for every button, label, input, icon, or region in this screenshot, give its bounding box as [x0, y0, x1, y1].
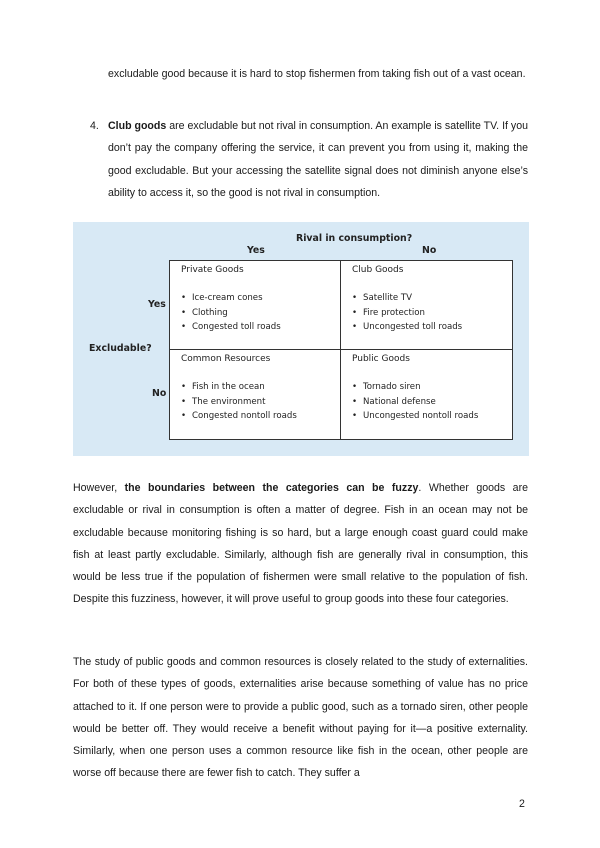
cell-title: Common Resources	[181, 354, 271, 364]
page-number: 2	[519, 798, 525, 810]
paragraph-continued: excludable good because it is hard to stop fishermen from taking fish out of a vast ocean.	[108, 68, 526, 80]
row-yes-label: Yes	[148, 299, 166, 310]
list-item: • Fish in the ocean	[181, 382, 265, 392]
row-no-label: No	[152, 388, 167, 399]
list-item: • National defense	[352, 396, 436, 407]
list-item: • Ice-cream cones	[181, 293, 263, 303]
excludable-heading: Excludable?	[89, 343, 152, 354]
col-no-label: No	[422, 245, 437, 256]
emphasis: the boundaries between the categories can be fuzzy	[124, 482, 419, 494]
club-goods-cell	[341, 261, 512, 350]
cell-title: Public Goods	[352, 354, 410, 364]
list-item: • Fire protection	[352, 307, 425, 318]
rival-heading: Rival in consumption?	[296, 233, 413, 244]
club-goods-paragraph	[108, 115, 528, 204]
col-yes-label: Yes	[247, 245, 265, 256]
list-item: • Satellite TV	[352, 293, 413, 303]
list-item: • Congested nontoll roads	[181, 411, 297, 421]
goods-classification-figure	[73, 222, 529, 456]
club-goods-text: are excludable but not rival in consumption. An example is satellite TV. If you don’t pay the company offering the service, it can prevent you from using it, making the good excludable. But your accessing the satellite signal does not diminish anyone else’s ability to access it, so the good is not rival in consumption.	[108, 120, 528, 199]
cell-title: Club Goods	[352, 265, 404, 275]
list-item: • Congested toll roads	[181, 322, 281, 332]
list-item: • Tornado siren	[352, 382, 421, 392]
list-item: • Uncongested nontoll roads	[352, 411, 479, 421]
externalities-paragraph: The study of public goods and common resources is closely related to the study of externalities. For both of these types of goods, externalities arise because something of value has no price attached to it. If one person were to provide a public good, such as a tornado siren, other people would be better off. They would receive a benefit without paying for it—a positive externality. Similarly, when one person uses a common resource like fish in the ocean, other people are worse off because there are fewer fish to catch. They suffer a	[73, 656, 528, 780]
fuzzy-boundaries-paragraph: However, the boundaries between the categories can be fuzzy. Whether goods are excludable or rival in consumption is often a matter of degree. Fish in an ocean may not be excludable because monitoring fishing is so hard, but a large enough coast guard could make fish at least partly excludable. Similarly, although fish are generally rival in consumption, this would be less true if the population of fishermen were small relative to the population of fish. Despite this fuzziness, however, it will prove useful to group goods into these four categories.	[73, 482, 528, 606]
public-goods-cell	[341, 350, 512, 439]
private-goods-cell	[170, 261, 341, 350]
list-item: • Clothing	[181, 307, 228, 318]
list-number: 4.	[90, 120, 99, 132]
goods-matrix	[169, 260, 513, 440]
list-item: • The environment	[181, 396, 266, 407]
cell-title: Private Goods	[181, 265, 244, 275]
club-goods-term: Club goods	[108, 120, 167, 132]
list-item: • Uncongested toll roads	[352, 322, 463, 332]
common-resources-cell	[170, 350, 341, 439]
